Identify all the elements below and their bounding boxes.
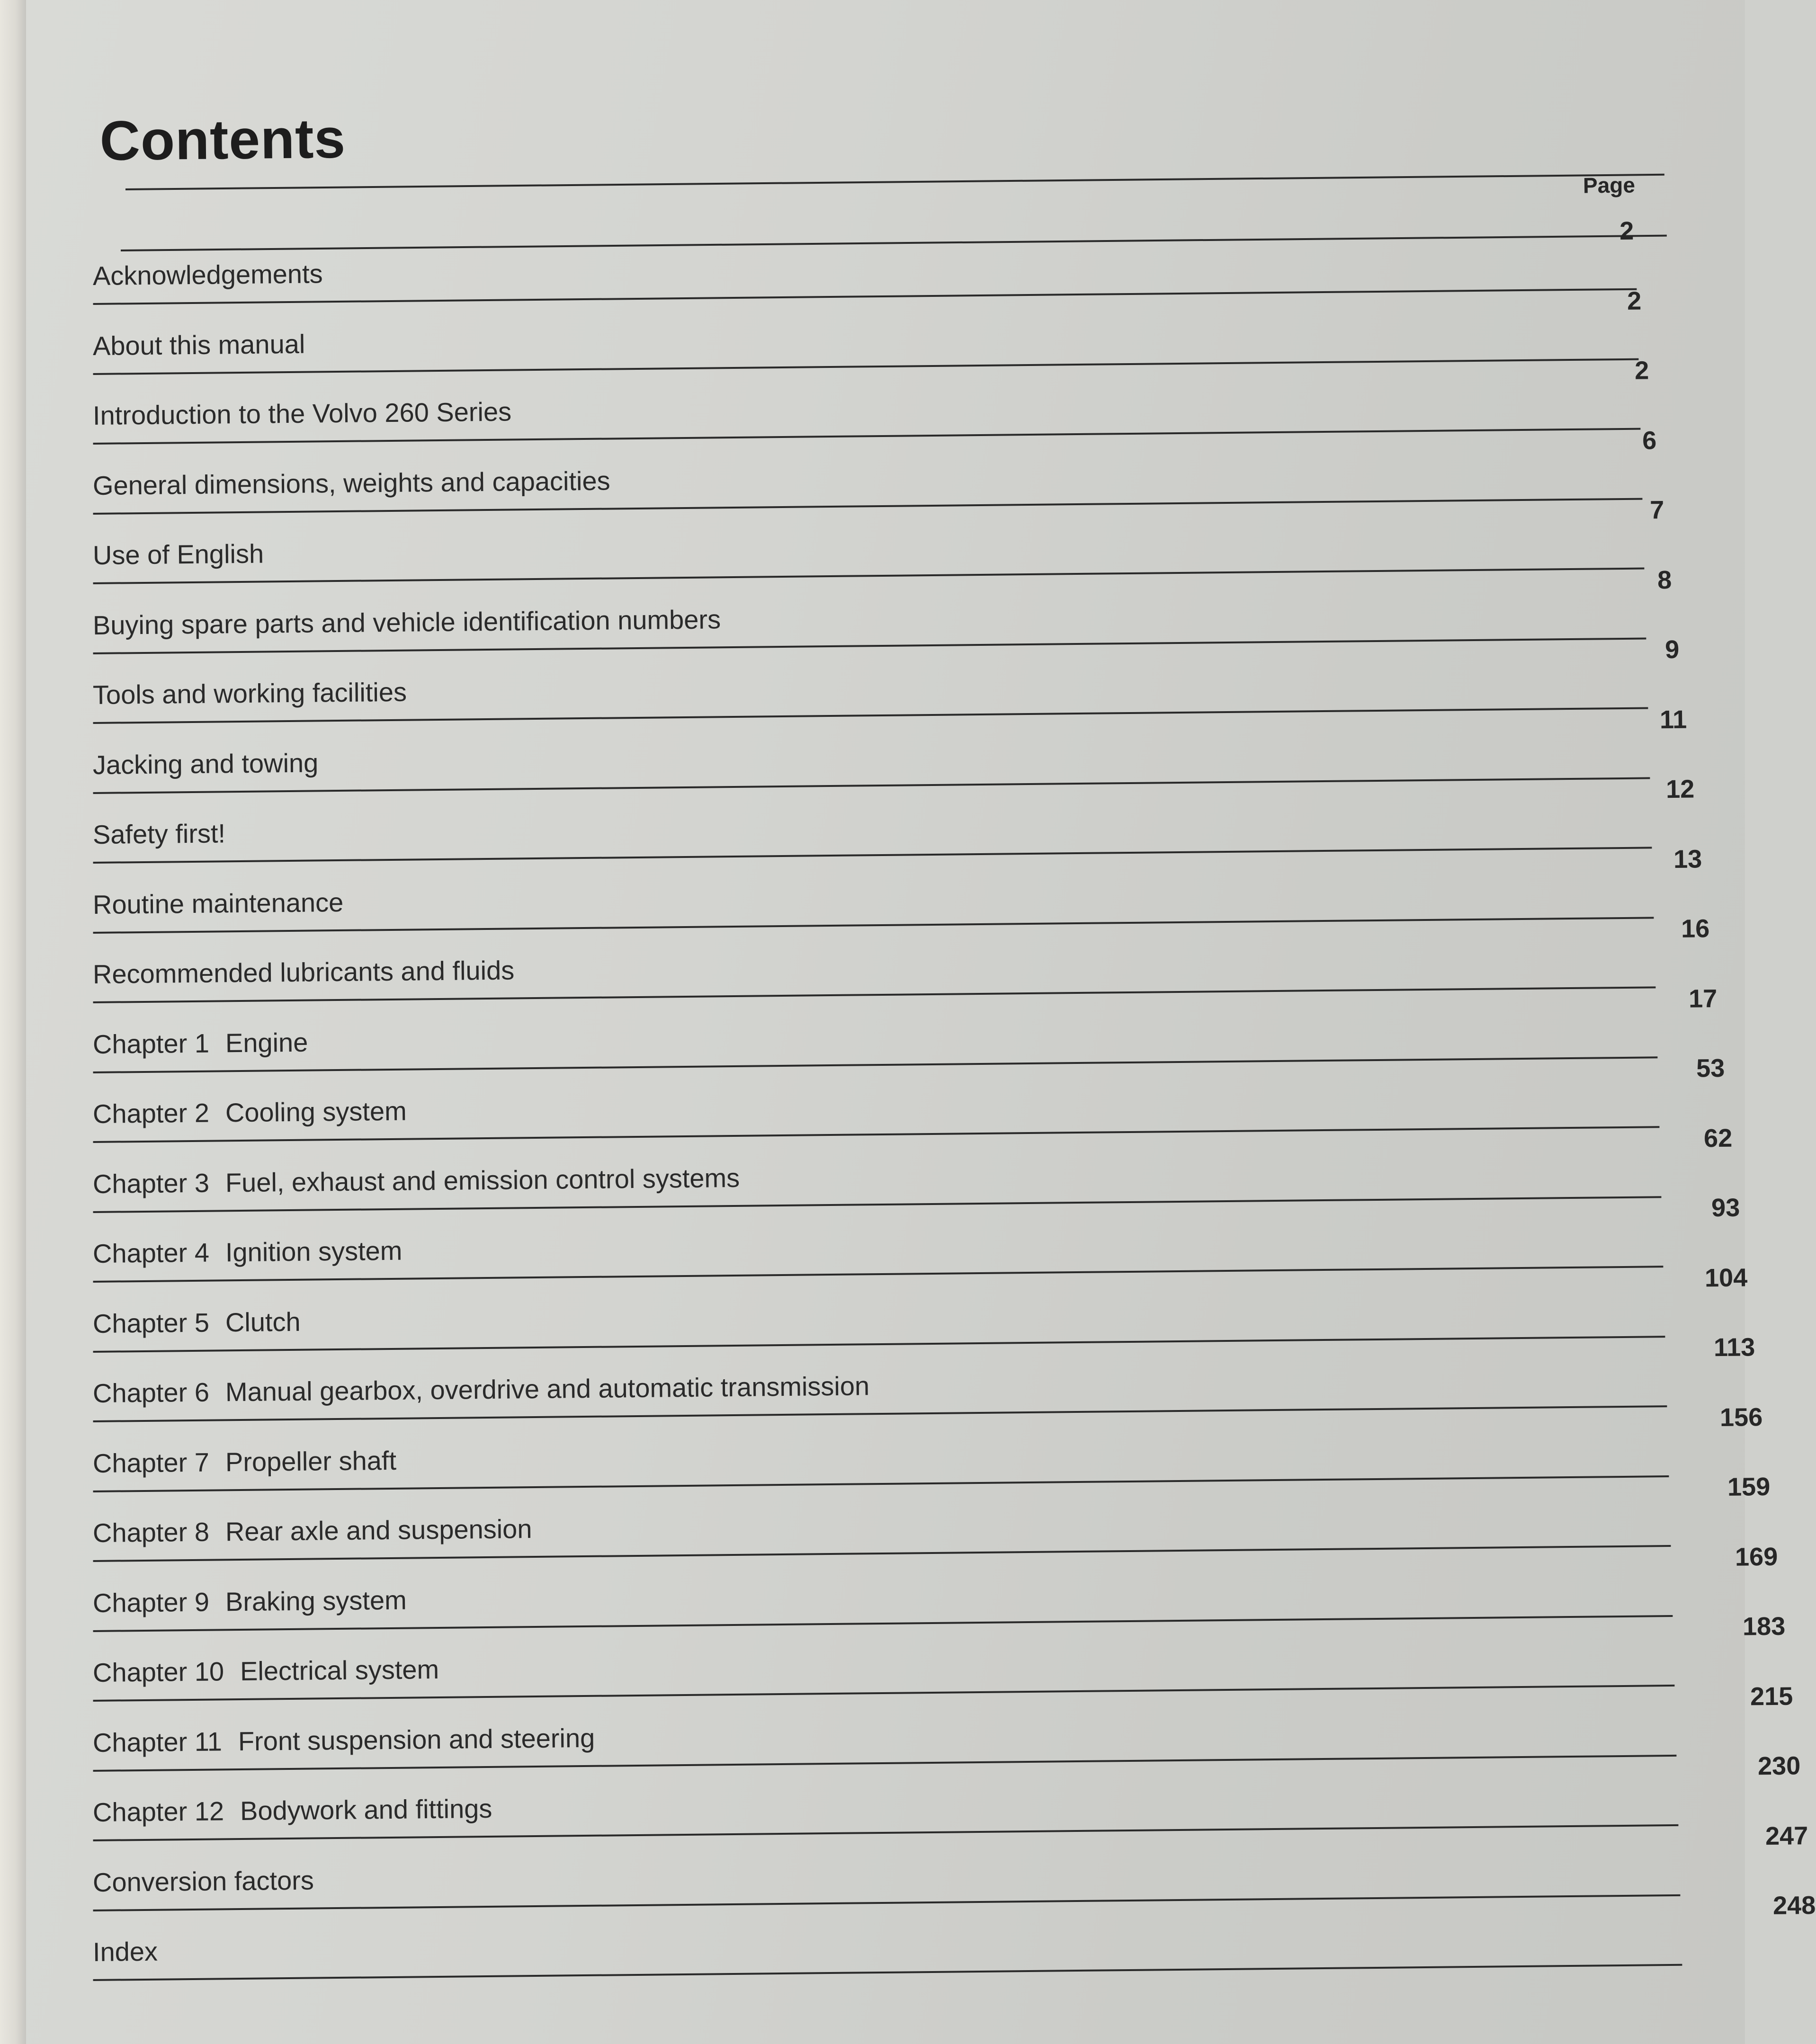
toc-entry-label — [93, 1865, 314, 1897]
toc-entry-label — [93, 328, 305, 361]
toc-entry-label — [93, 1793, 492, 1828]
toc-entry-title: Cooling system — [225, 1096, 407, 1128]
toc-entry-title: Clutch — [225, 1306, 301, 1337]
toc-entry-title: Tools and working facilities — [92, 677, 407, 710]
toc-entry-page-number: 8 — [1657, 565, 1672, 594]
toc-entry-label — [93, 538, 264, 571]
toc-entry-title: Use of English — [92, 538, 264, 570]
toc-entry-chapter: Chapter 10 — [92, 1656, 224, 1687]
toc-entry-label — [93, 396, 512, 431]
toc-entry-page-number: 159 — [1727, 1472, 1771, 1501]
toc-entry-page-number: 215 — [1750, 1682, 1793, 1711]
toc-entry-page-number: 17 — [1688, 984, 1718, 1013]
toc-entry-title: Conversion factors — [92, 1865, 314, 1897]
toc-entry-title: Ignition system — [225, 1235, 403, 1267]
toc-entry-title: Index — [92, 1936, 158, 1967]
toc-entry-chapter: Chapter 4 — [92, 1237, 210, 1268]
toc-entry-chapter: Chapter 5 — [92, 1307, 210, 1339]
toc-entry-label — [93, 1722, 595, 1758]
toc-entry-chapter: Chapter 9 — [92, 1587, 210, 1618]
toc-entry-label — [93, 955, 515, 990]
toc-entry-page-number: 169 — [1735, 1542, 1778, 1571]
toc-entry-page-number: 230 — [1757, 1751, 1801, 1781]
toc-entry-page-number: 2 — [1627, 286, 1642, 315]
toc-entry-title: Introduction to the Volvo 260 Series — [92, 396, 512, 430]
page-column-header: Page — [1583, 172, 1636, 198]
toc-entry-page-number: 113 — [1713, 1333, 1755, 1362]
toc-entry-label — [93, 1026, 308, 1059]
toc-entry-title: Jacking and towing — [92, 747, 319, 780]
toc-entry-page-number: 53 — [1696, 1053, 1725, 1083]
toc-entry-title: Braking system — [225, 1585, 407, 1616]
toc-entry-chapter: Chapter 2 — [92, 1098, 210, 1129]
toc-entry-chapter: Chapter 3 — [92, 1168, 210, 1199]
toc-entry-page-number: 6 — [1642, 426, 1657, 455]
toc-entry-title: Manual gearbox, overdrive and automatic transmission — [225, 1371, 870, 1407]
toc-entry-label — [93, 886, 344, 919]
toc-entry-title: Bodywork and fittings — [240, 1793, 492, 1826]
toc-entry-page-number: 7 — [1649, 496, 1664, 525]
toc-entry-title: Routine maintenance — [92, 887, 344, 919]
toc-entry-page-number: 104 — [1704, 1263, 1748, 1292]
toc-entry-label — [93, 1654, 439, 1688]
toc-entry-label — [93, 604, 721, 641]
toc-entry-title: Fuel, exhaust and emission control systems — [225, 1162, 740, 1197]
toc-entry-page-number: 62 — [1703, 1124, 1733, 1152]
toc-entry-page-number: 156 — [1719, 1402, 1763, 1432]
toc-entry-page-number: 16 — [1681, 914, 1710, 943]
toc-entry-page-number: 183 — [1742, 1612, 1786, 1641]
toc-entry-label — [93, 258, 323, 291]
toc-entry-title: Rear axle and suspension — [225, 1514, 532, 1547]
toc-entry-chapter: Chapter 6 — [92, 1377, 210, 1408]
toc-entry-label — [93, 1235, 403, 1269]
toc-entry-page-number: 93 — [1711, 1193, 1740, 1223]
toc-entry-label — [93, 1096, 407, 1129]
toc-entry-chapter: Chapter 1 — [92, 1028, 210, 1059]
toc-entry-page-number: 247 — [1765, 1821, 1808, 1850]
toc-entry-page-number: 248 — [1772, 1891, 1816, 1920]
book-spine-edge — [0, 0, 26, 2044]
toc-entry-label — [93, 747, 319, 780]
toc-entry-label — [93, 1370, 870, 1409]
page-title: Contents — [99, 107, 346, 172]
toc-entry-label — [93, 1513, 532, 1548]
toc-entry-page-number: 2 — [1634, 356, 1649, 385]
toc-entry-label — [93, 677, 407, 710]
toc-entry-label — [93, 1162, 740, 1199]
toc-entry-title: Propeller shaft — [225, 1445, 397, 1477]
contents-page — [26, 0, 1816, 2044]
toc-entry-title: Engine — [225, 1027, 308, 1058]
toc-entry-chapter: Chapter 12 — [92, 1796, 224, 1827]
toc-entry-chapter: Chapter 7 — [92, 1447, 210, 1478]
toc-entry-title: Recommended lubricants and fluids — [92, 955, 515, 989]
toc-entry-label — [93, 1445, 397, 1478]
table-of-contents — [92, 0, 1816, 2044]
toc-entry-page-number: 13 — [1673, 844, 1702, 874]
toc-entry-title: General dimensions, weights and capacities — [92, 465, 610, 500]
toc-entry-label — [93, 1584, 407, 1618]
toc-entry-page-number: 12 — [1665, 775, 1695, 804]
toc-entry-title: Electrical system — [240, 1654, 439, 1687]
toc-entry-chapter: Chapter 8 — [92, 1517, 210, 1548]
toc-entry-label — [93, 1936, 158, 1967]
toc-entry-label — [93, 818, 226, 850]
toc-entry-title: Acknowledgements — [92, 259, 323, 291]
toc-entry-page-number: 2 — [1619, 216, 1634, 246]
toc-entry-title: Safety first! — [92, 818, 226, 849]
toc-entry-page-number: 9 — [1664, 635, 1680, 664]
toc-entry-page-number: 11 — [1659, 705, 1687, 734]
toc-entry-title: Front suspension and steering — [238, 1723, 595, 1756]
toc-entry-title: About this manual — [92, 329, 305, 361]
toc-entry-chapter: Chapter 11 — [92, 1726, 223, 1758]
toc-entry-title: Buying spare parts and vehicle identification numbers — [92, 604, 721, 640]
title-rule — [125, 174, 1664, 190]
toc-entry-label — [93, 1306, 301, 1339]
toc-entry-label — [93, 465, 610, 500]
toc-entry-rule — [93, 1964, 1682, 1981]
